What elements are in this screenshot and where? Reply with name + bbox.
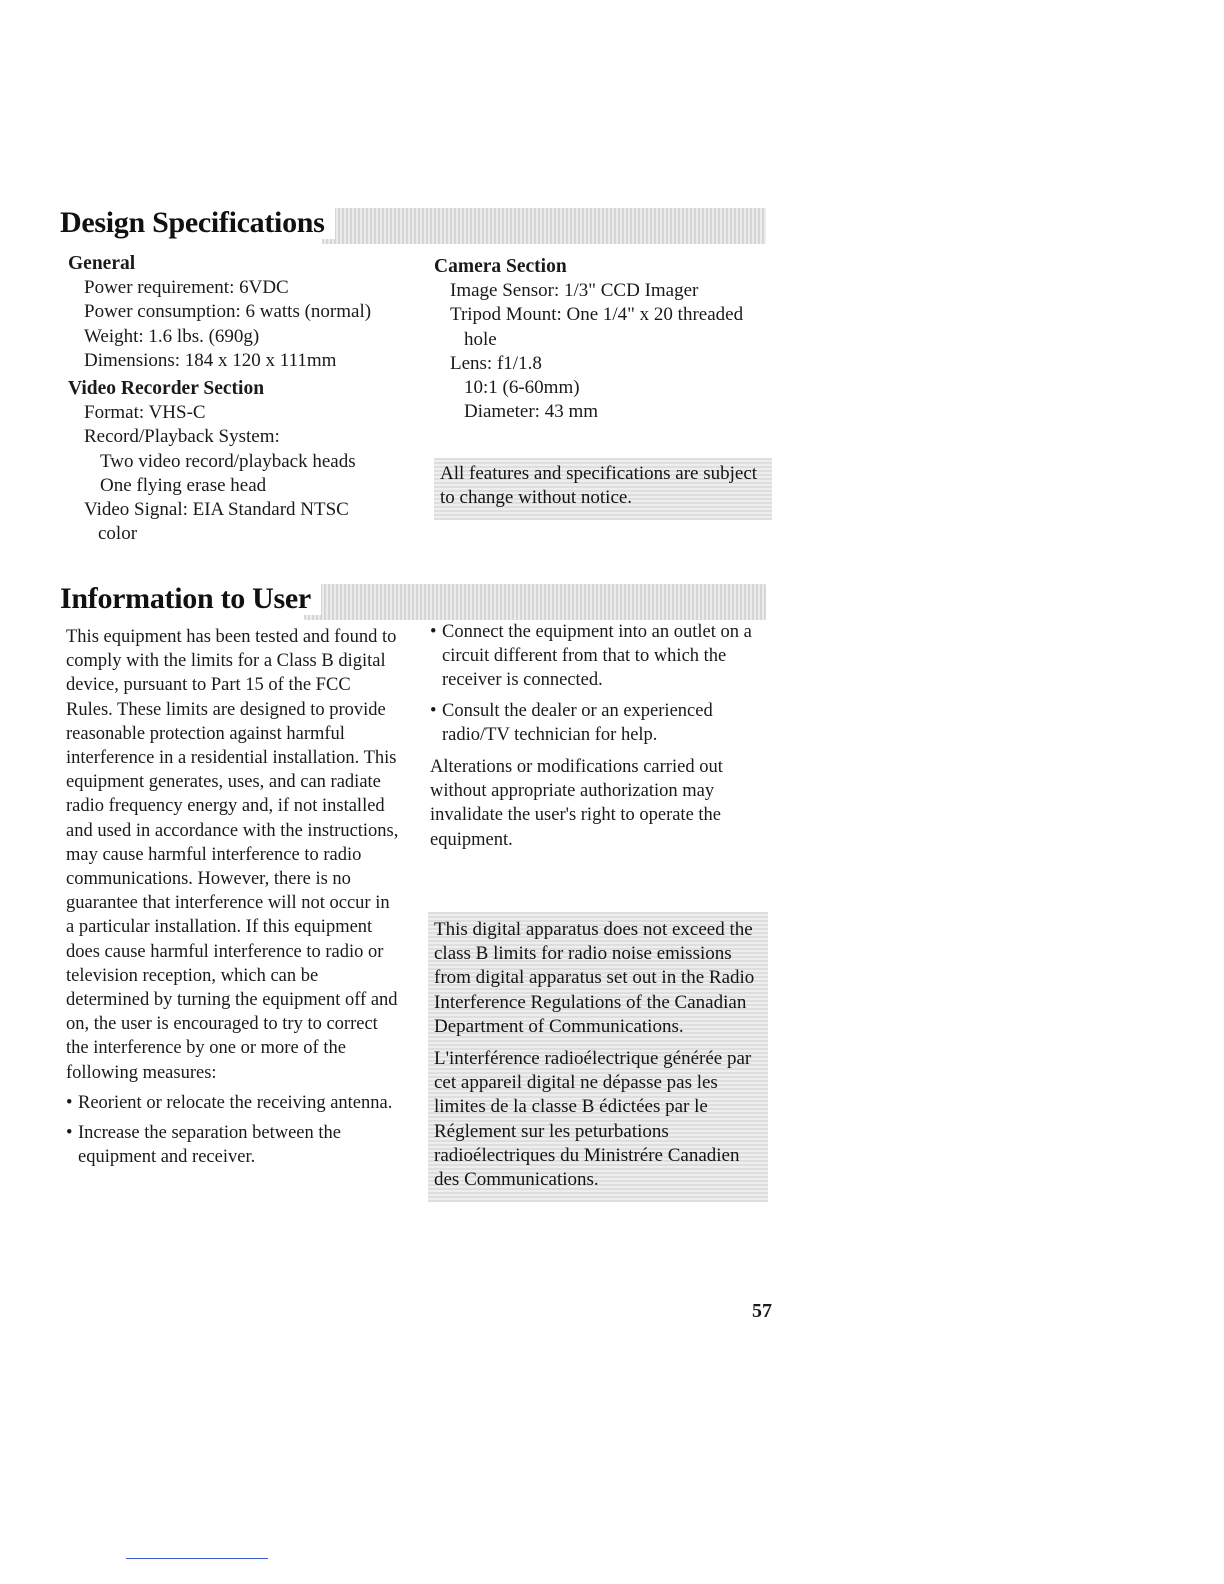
page-number: 57 — [752, 1300, 772, 1322]
specs-right-column — [434, 255, 774, 424]
spec-line: Video Signal: EIA Standard NTSC — [84, 499, 349, 521]
footer-rule — [126, 1558, 268, 1559]
camera-heading: Camera Section — [434, 256, 567, 277]
spec-line: Two video record/playback heads — [100, 450, 356, 472]
spec-line: One flying erase head — [100, 474, 267, 496]
spec-line: Image Sensor: 1/3" CCD Imager — [450, 280, 699, 302]
list-item: • Consult the dealer or an experienced radio/TV technician for help. — [430, 700, 713, 745]
fcc-right-column — [430, 620, 756, 852]
title-shade-band — [322, 208, 766, 244]
spec-line: Weight: 1.6 lbs. (690g) — [84, 325, 260, 347]
alterations-paragraph: Alterations or modifications carried out without appropriate authorization may invalidate the user's right to operate the equipment. — [430, 757, 723, 850]
list-item: • Connect the equipment into an outlet on a circuit different from that to which the receiver is connected. — [430, 622, 752, 691]
canada-notice-box — [428, 912, 768, 1202]
list-item: • Increase the separation between the equipment and receiver. — [66, 1123, 341, 1168]
list-item: • Reorient or relocate the receiving antenna. — [66, 1092, 393, 1113]
canada-notice-english: This digital apparatus does not exceed the class B limits for radio noise emissions from digital apparatus set out in the Radio Interference Regulations of the Canadian Department of Communications. — [434, 919, 755, 1037]
spec-line: Dimensions: 184 x 120 x 111mm — [84, 349, 337, 371]
spec-line: Record/Playback System: — [84, 426, 280, 448]
specs-left-column — [68, 252, 408, 546]
info-user-title: Information to User — [60, 576, 766, 622]
spec-line: Power consumption: 6 watts (normal) — [84, 301, 372, 323]
spec-line: color — [98, 523, 138, 545]
fcc-left-column — [66, 625, 402, 1169]
spec-line: Power requirement: 6VDC — [84, 277, 289, 299]
spec-line: hole — [464, 328, 497, 350]
general-heading: General — [68, 253, 136, 274]
fcc-intro-paragraph: This equipment has been tested and found to comply with the limits for a Class B digital device, pursuant to Part 15 of the FCC Rules. These limits are designed to provide reasonable protection against harmful interference in a residential installation. This equipment generates, uses, and can radiate radio frequency energy and, if not installed and used in accordance with the instructions, may cause harmful interference to radio communications. However, there is no guarantee that interference will not occur in a particular installation. If this equipment does cause harmful interference to radio or television reception, which can be determined by turning the equipment off and on, the user is encouraged to try to correct the interference by one or more of the following measures: — [66, 627, 399, 1083]
spec-line: Diameter: 43 mm — [464, 401, 599, 423]
canada-notice-french: L'interférence radioélectrique générée par cet appareil digital ne dépasse pas les limites de la classe B édictées par le Réglement sur les peturbations radioélectriques du Ministrére Canadien des Communications. — [434, 1048, 752, 1191]
video-recorder-heading: Video Recorder Section — [68, 378, 265, 400]
spec-line: Lens: f1/1.8 — [450, 352, 542, 374]
spec-line: Tripod Mount: One 1/4" x 20 threaded — [450, 304, 744, 326]
spec-line: 10:1 (6-60mm) — [464, 377, 580, 399]
specs-change-note: All features and specifications are subject to change without notice. — [434, 458, 772, 520]
spec-line: Format: VHS-C — [84, 402, 206, 424]
title-shade-band — [304, 584, 766, 620]
design-specs-title: Design Specifications — [60, 200, 766, 246]
